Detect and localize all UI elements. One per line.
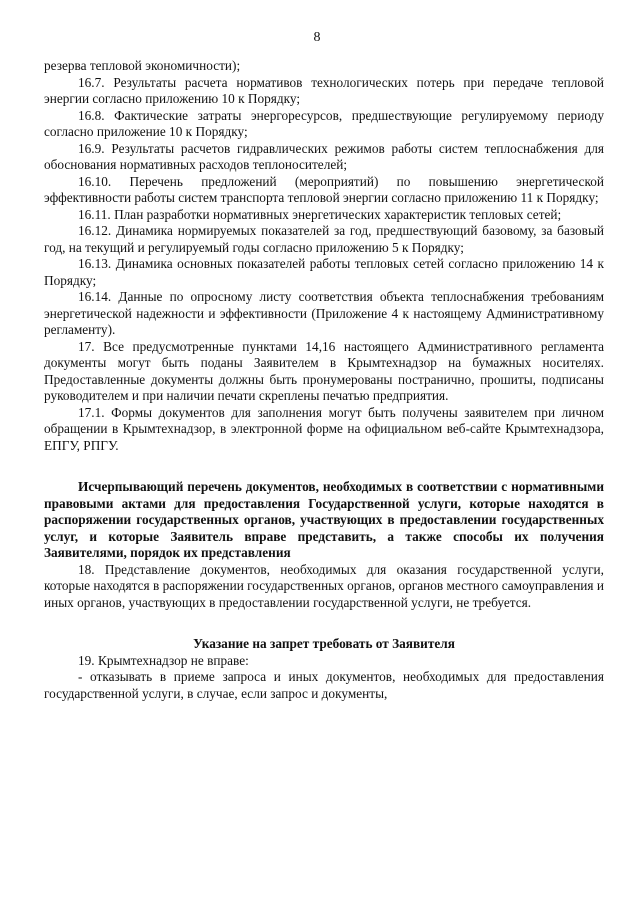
paragraph: 18. Представление документов, необходимых для оказания государственной услуги, которые находятся в распоряжении государственных органов, органов местного самоуправления и иных органов, участвующих в предоставлении государственной услуги, не требуется.	[44, 561, 604, 610]
paragraph: 17. Все предусмотренные пунктами 14,16 настоящего Административного регламента документы могут быть поданы Заявителем в Крымтехнадзор на бумажных носителях. Предоставленные документы должны быть пронумерованы постранично, прошиты, подписаны руководителем и при наличии печати скреплены печатью предприятия.	[44, 338, 604, 403]
paragraph: - отказывать в приеме запроса и иных документов, необходимых для предоставления государственной услуги, в случае, если запрос и документы,	[44, 669, 604, 701]
paragraph: 16.12. Динамика нормируемых показателей за год, предшествующий базовому, за базовый год, на текущий и регулируемый годы согласно приложению 5 к Порядку;	[44, 223, 604, 255]
paragraph: 16.10. Перечень предложений (мероприятий) по повышению энергетической эффективности работы систем транспорта тепловой энергии согласно приложению 11 к Порядку;	[44, 173, 604, 205]
paragraph: 16.9. Результаты расчетов гидравлических режимов работы систем теплоснабжения для обоснования нормативных расходов теплоносителей;	[44, 140, 604, 172]
paragraph: 16.11. План разработки нормативных энергетических характеристик тепловых сетей;	[78, 206, 562, 222]
page-number: 8	[313, 30, 321, 45]
paragraph: резерва тепловой экономичности);	[44, 58, 241, 73]
paragraph: 17.1. Формы документов для заполнения могут быть получены заявителем при личном обращении в Крымтехнадзор, в электронной форме на официальном веб-сайте Крымтехнадзора, ЕПГУ, РПГУ.	[44, 404, 604, 453]
document-body	[44, 58, 604, 702]
paragraph: 16.13. Динамика основных показателей работы тепловых сетей согласно приложению 14 к Порядку;	[44, 256, 604, 288]
paragraph: 19. Крымтехнадзор не вправе:	[78, 652, 249, 668]
paragraph: 16.14. Данные по опросному листу соответствия объекта теплоснабжения требованиям энергетической надежности и эффективности (Приложение 4 к настоящему Административному регламенту).	[44, 289, 604, 337]
section-heading: Исчерпывающий перечень документов, необходимых в соответствии с нормативными правовыми актами для предоставления Государственной услуги, которые находятся в распоряжении государственных органов, участвующих в предоставлении государственных услуг, и которые Заявитель вправе представить, а также способы их получения Заявителями, порядок их представления	[44, 479, 604, 560]
section-heading: Указание на запрет требовать от Заявителя	[193, 636, 455, 651]
paragraph: 16.7. Результаты расчета нормативов технологических потерь при передаче тепловой энергии согласно приложению 10 к Порядку;	[44, 74, 604, 106]
paragraph: 16.8. Фактические затраты энергоресурсов, предшествующие регулируемому периоду согласно приложение 10 к Порядку;	[44, 107, 604, 139]
